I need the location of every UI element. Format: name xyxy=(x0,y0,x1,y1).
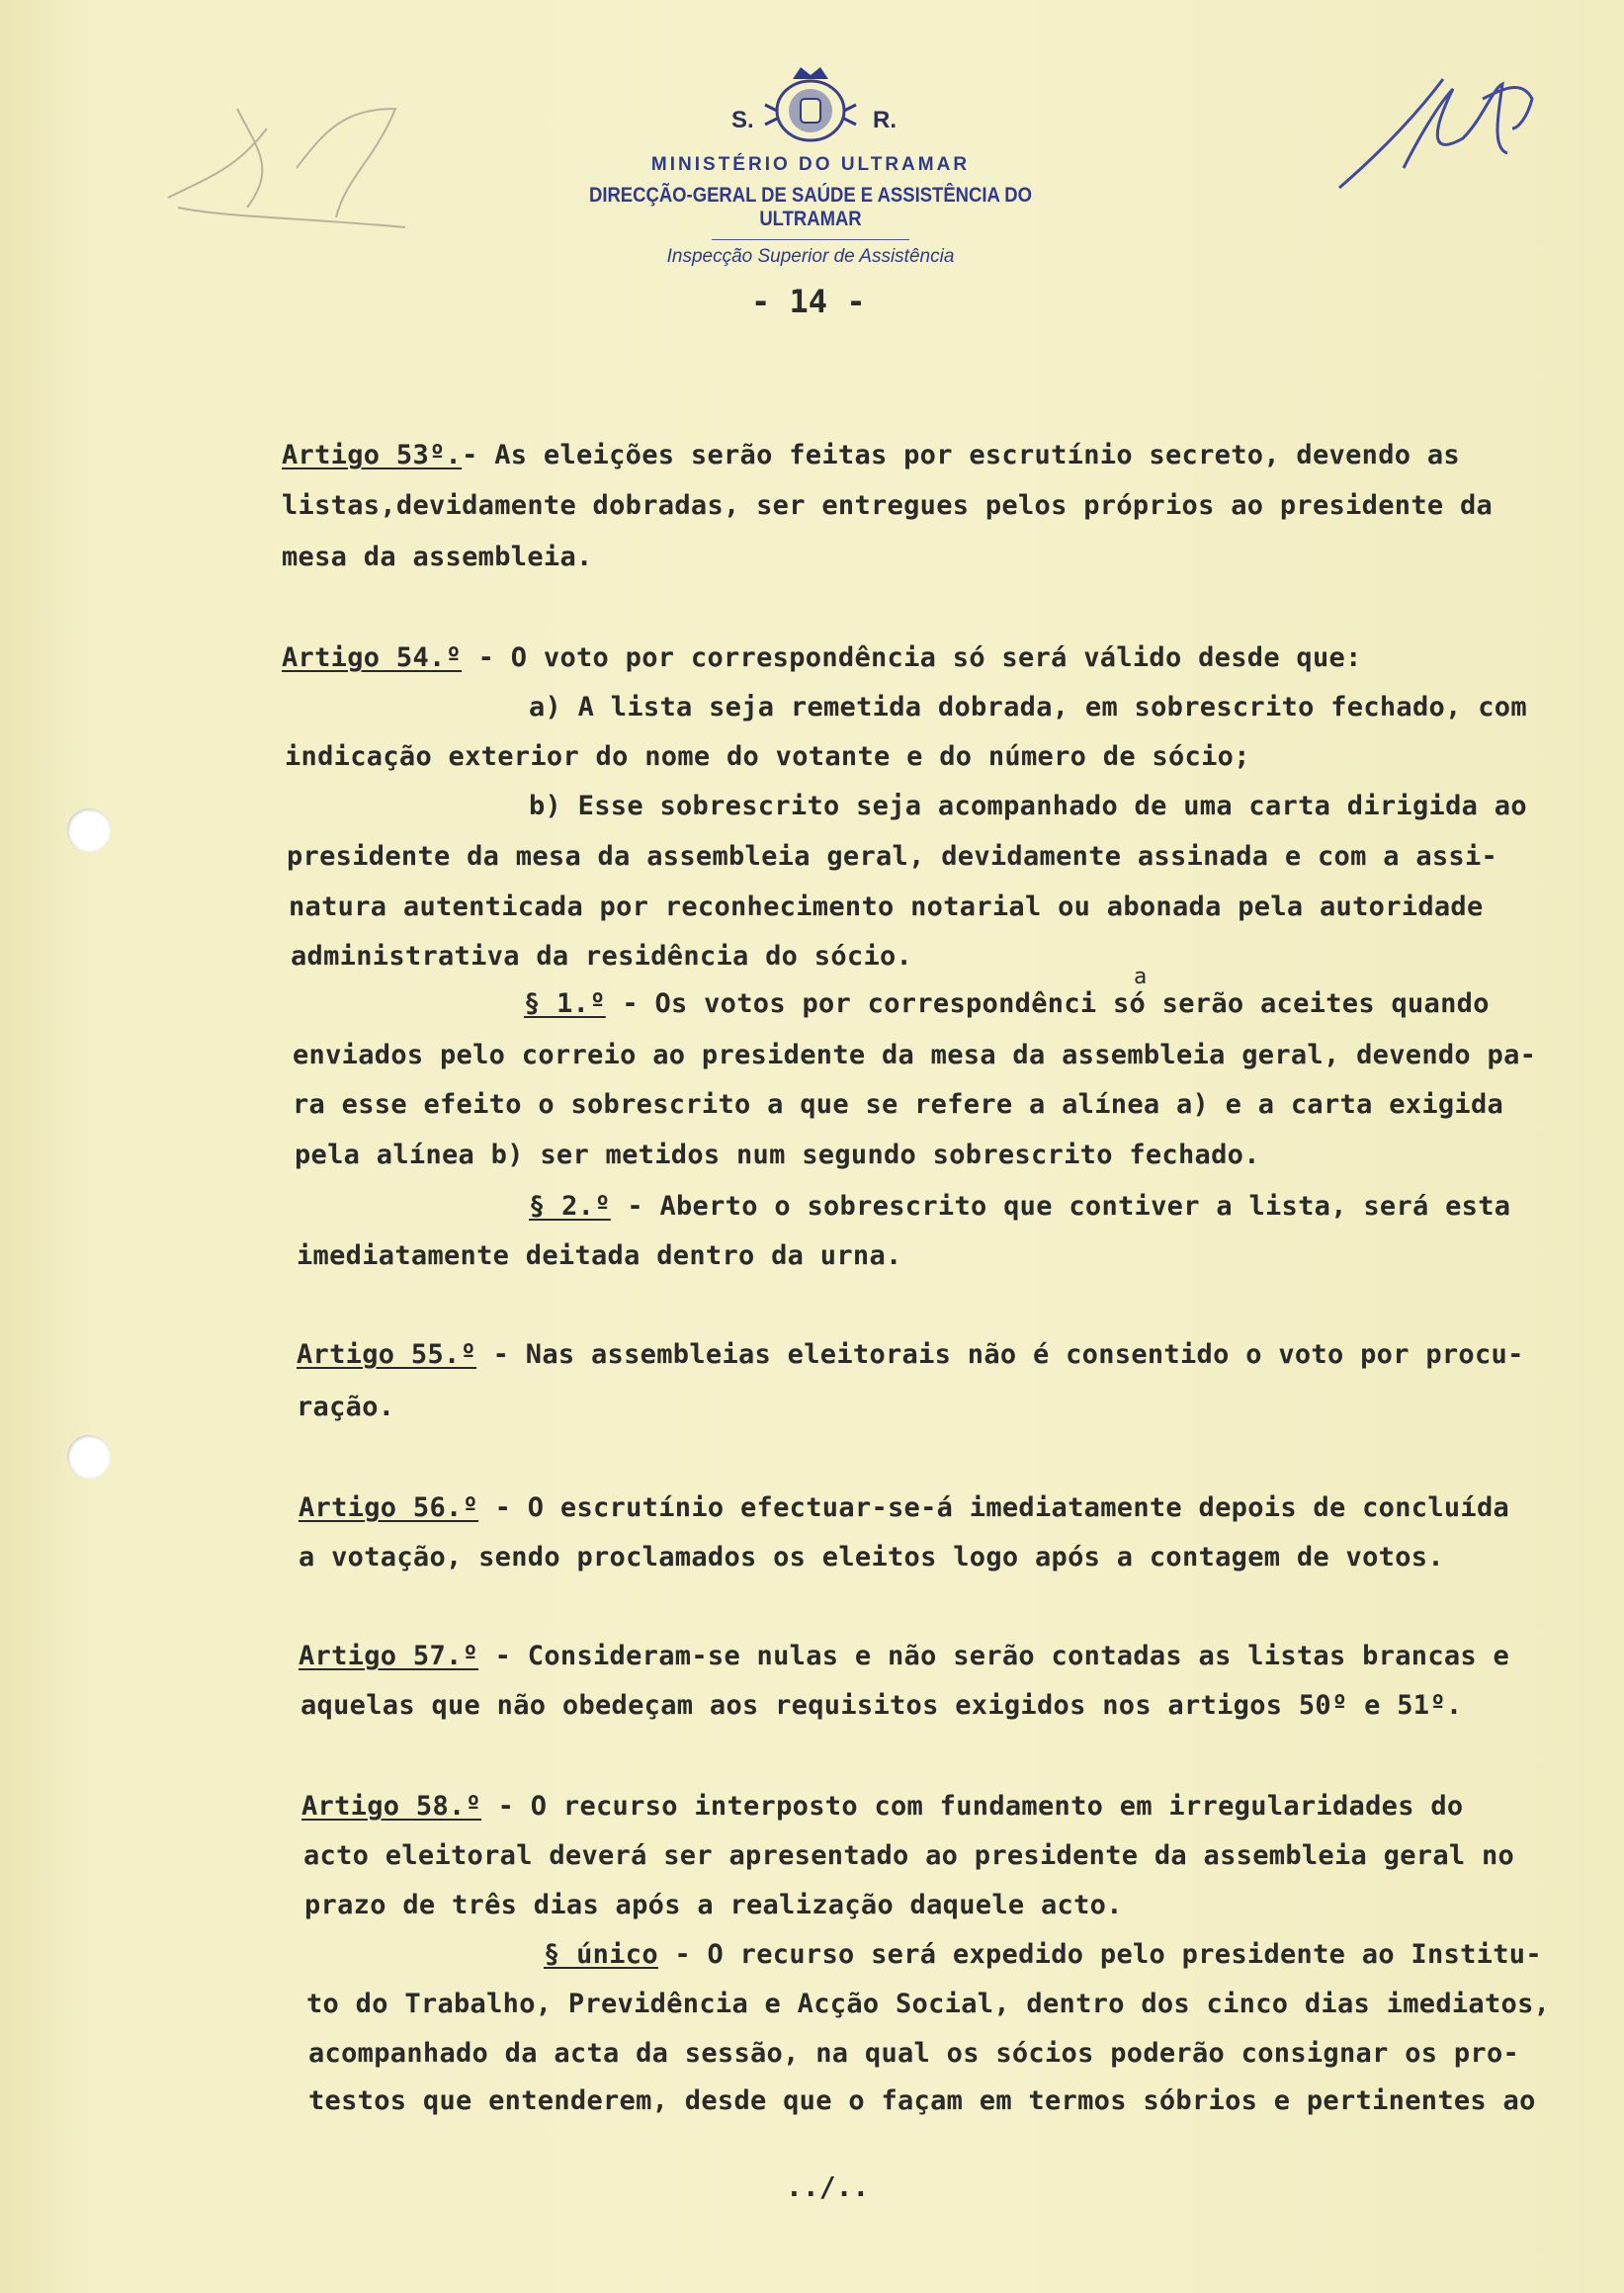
art57-label: Artigo 57.º xyxy=(299,1641,479,1671)
art58-pu-label: § único xyxy=(544,1939,658,1970)
art54-p1-line1: § 1.º - Os votos por correspondênci só serão aceites quando xyxy=(524,988,1490,1019)
letterhead-divider xyxy=(712,239,909,240)
art54-line6: natura autenticada por reconhecimento notarial ou abonada pela autoridade xyxy=(289,892,1484,922)
art58-line1: Artigo 58.º - O recurso interposto com fundamento em irregularidades do xyxy=(301,1791,1464,1822)
art54-p2-line2: imediatamente deitada dentro da urna. xyxy=(297,1240,902,1271)
art55-line2: ração. xyxy=(297,1392,395,1422)
art58-line3: prazo de três dias após a realização daquele acto. xyxy=(304,1890,1123,1920)
art54-line7: administrativa da residência do sócio. xyxy=(291,941,913,972)
art57-line2: aquelas que não obedeçam aos requisitos exigidos nos artigos 50º e 51º. xyxy=(300,1690,1463,1721)
punch-hole xyxy=(67,808,111,852)
art54-p1-line4: pela alínea b) ser metidos num segundo sobrescrito fechado. xyxy=(295,1140,1260,1170)
art54-item-b: b) Esse sobrescrito seja acompanhado de uma carta dirigida ao xyxy=(529,791,1527,821)
ministry-name: MINISTÉRIO DO ULTRAMAR xyxy=(650,154,971,175)
letterhead-r: R. xyxy=(873,107,897,133)
art54-item-a: a) A lista seja remetida dobrada, em sobrescrito fechado, com xyxy=(529,692,1527,722)
directorate-name: DIRECÇÃO-GERAL DE SAÚDE E ASSISTÊNCIA DO ULTRAMAR xyxy=(588,184,1033,230)
letterhead-s: S. xyxy=(731,107,754,133)
art56-label: Artigo 56.º xyxy=(299,1492,479,1523)
art54-line3: indicação exterior do nome do votante e do número de sócio; xyxy=(285,741,1250,772)
art58-pu-line4: testos que entenderem, desde que o façam em termos sóbrios e pertinentes ao xyxy=(308,2085,1536,2116)
inspection-name: Inspecção Superior de Assistência xyxy=(666,246,955,267)
art54-line5: presidente da mesa da assembleia geral, devidamente assinada e com a assi- xyxy=(287,841,1498,872)
pencil-scribble-icon xyxy=(148,69,474,297)
art58-line2: acto eleitoral deverá ser apresentado ao presidente da assembleia geral no xyxy=(303,1840,1515,1871)
art54-p1-line3: ra esse efeito o sobrescrito a que se refere a alínea a) e a carta exigida xyxy=(293,1089,1504,1120)
art54-p2-label: § 2.º xyxy=(529,1191,611,1222)
art54-p1-line2: enviados pelo correio ao presidente da mesa da assembleia geral, devendo pa- xyxy=(293,1040,1537,1070)
art54-label: Artigo 54.º xyxy=(282,642,463,673)
coat-of-arms-icon xyxy=(761,59,860,148)
art56-line1: Artigo 56.º - O escrutínio efectuar-se-á imediatamente depois de concluída xyxy=(299,1492,1510,1523)
art55-line1: Artigo 55.º - Nas assembleias eleitorais não é consentido o voto por procu- xyxy=(297,1339,1524,1370)
art56-line2: a votação, sendo proclamados os eleitos logo após a contagem de votos. xyxy=(299,1542,1444,1572)
page-number: - 14 - xyxy=(751,283,866,320)
art58-pu-line2: to do Trabalho, Previdência e Acção Social, dentro dos cinco dias imediatos, xyxy=(306,1989,1551,2019)
art53-label: Artigo 53º. xyxy=(282,440,463,470)
art53-line3: mesa da assembleia. xyxy=(282,542,593,572)
handwritten-insert: a xyxy=(1134,965,1148,989)
art54-line1: Artigo 54.º - O voto por correspondência só será válido desde que: xyxy=(282,642,1362,673)
art53-line2: listas,devidamente dobradas, ser entregues pelos próprios ao presidente da xyxy=(282,490,1494,521)
art58-pu-line3: acompanhado da acta da sessão, na qual os sócios poderão consignar os pro- xyxy=(308,2038,1520,2069)
continuation-mark: ../.. xyxy=(786,2170,870,2203)
art57-line1: Artigo 57.º - Consideram-se nulas e não serão contadas as listas brancas e xyxy=(299,1641,1510,1671)
signature-icon xyxy=(1334,59,1572,198)
art53-line1: Artigo 53º.- As eleições serão feitas por escrutínio secreto, devendo as xyxy=(282,440,1460,470)
punch-hole xyxy=(67,1435,111,1479)
art58-label: Artigo 58.º xyxy=(301,1791,482,1822)
art55-label: Artigo 55.º xyxy=(297,1339,477,1370)
art54-p2-line1: § 2.º - Aberto o sobrescrito que contiver a lista, será esta xyxy=(529,1191,1511,1222)
art54-p1-label: § 1.º xyxy=(524,988,606,1019)
art58-pu-line1: § único - O recurso será expedido pelo presidente ao Institu- xyxy=(544,1939,1542,1970)
letterhead xyxy=(534,59,1087,268)
